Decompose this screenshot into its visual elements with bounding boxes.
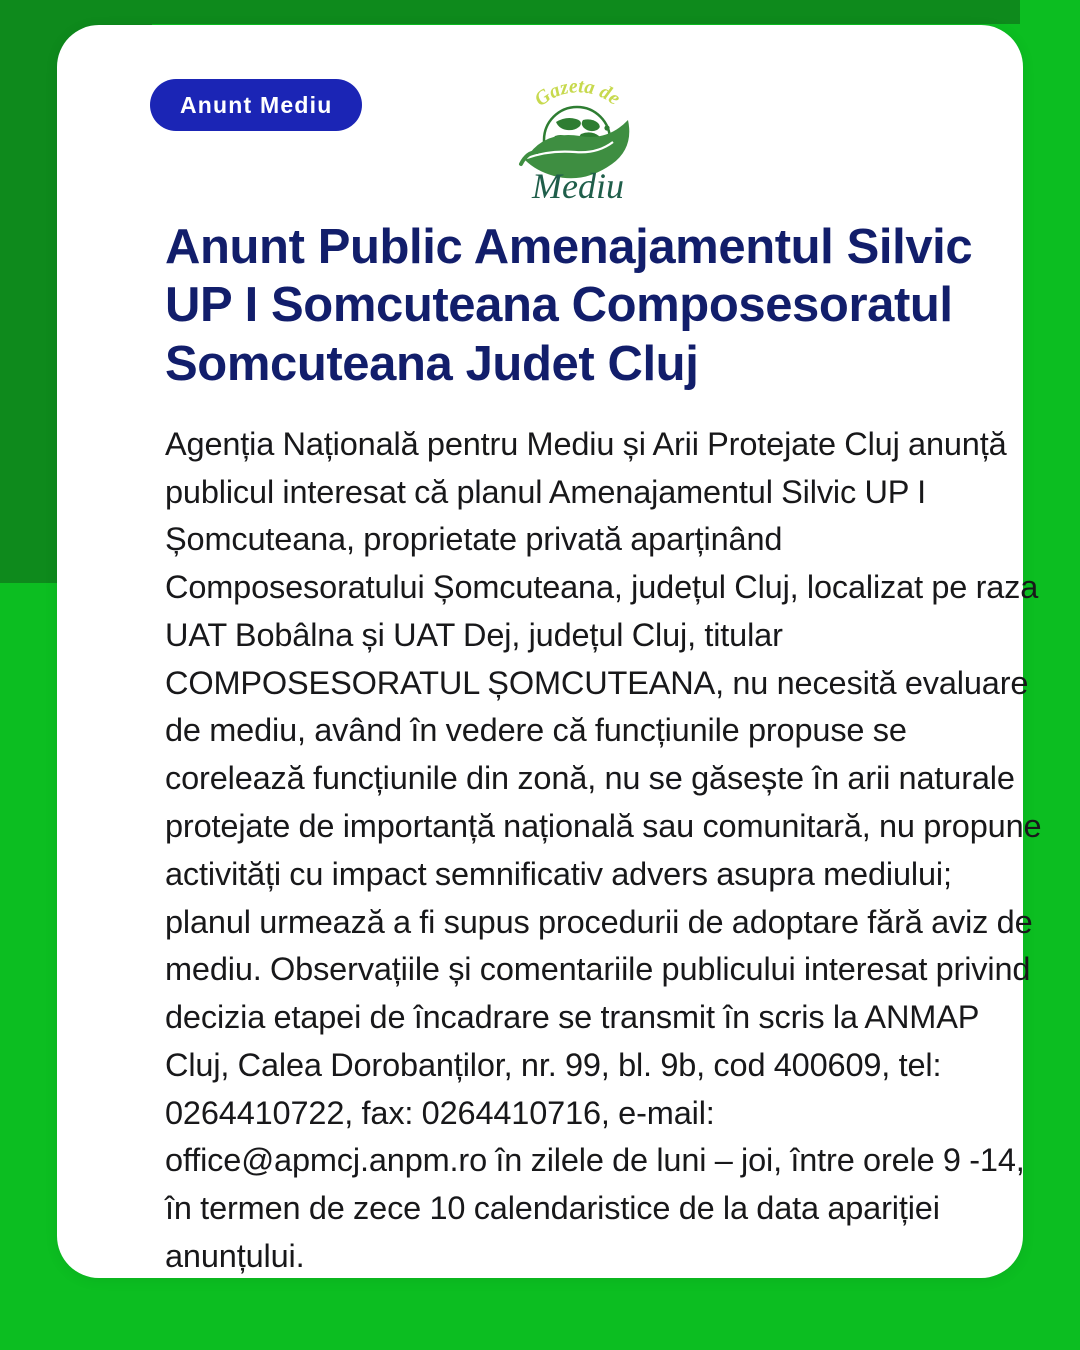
page-title: Anunt Public Amenajamentul Silvic UP I Somcuteana Composesoratul Somcuteana Judet Cluj	[165, 220, 973, 391]
announcement-body: Agenția Națională pentru Mediu și Arii Protejate Cluj anunță publicul interesat că planul Amenajamentul Silvic UP I Șomcuteana, proprietate privată aparținând Composesoratului Șomcuteana, județul Cluj, localizat pe raza UAT Bobâlna și UAT Dej, județul Cluj, titular COMPOSESORATUL ȘOMCUTEANA, nu necesită evaluare de mediu, având în vedere că funcțiunile propuse se corelează funcțiunile din zonă, nu se găsește în arii naturale protejate de importanță națională sau comunitară, nu propune activități cu impact semnificativ advers asupra mediului; planul urmează a fi supus procedurii de adoptare fără aviz de mediu. Observațiile și comentariile publicului interesat privind decizia etapei de încadrare se transmit în scris la ANMAP Cluj, Calea Dorobanților, nr. 99, bl. 9b, cod 400609, tel: 0264410722, fax: 0264410716, e-mail: office@apmcj.anpm.ro în zilele de luni – joi, între orele 9 -14, în termen de zece 10 calendaristice de la data apariției anunțului.	[165, 425, 1042, 1274]
gazeta-de-mediu-logo	[511, 72, 645, 204]
card-header	[111, 58, 969, 206]
logo-top-text: Gazeta de	[530, 75, 625, 111]
category-badge[interactable]: Anunt Mediu	[150, 79, 362, 131]
logo-bottom-text: Mediu	[532, 166, 624, 204]
announcement-card	[57, 25, 1042, 1278]
svg-text:Gazeta de	[530, 75, 624, 111]
background-accent-top	[0, 0, 1020, 24]
